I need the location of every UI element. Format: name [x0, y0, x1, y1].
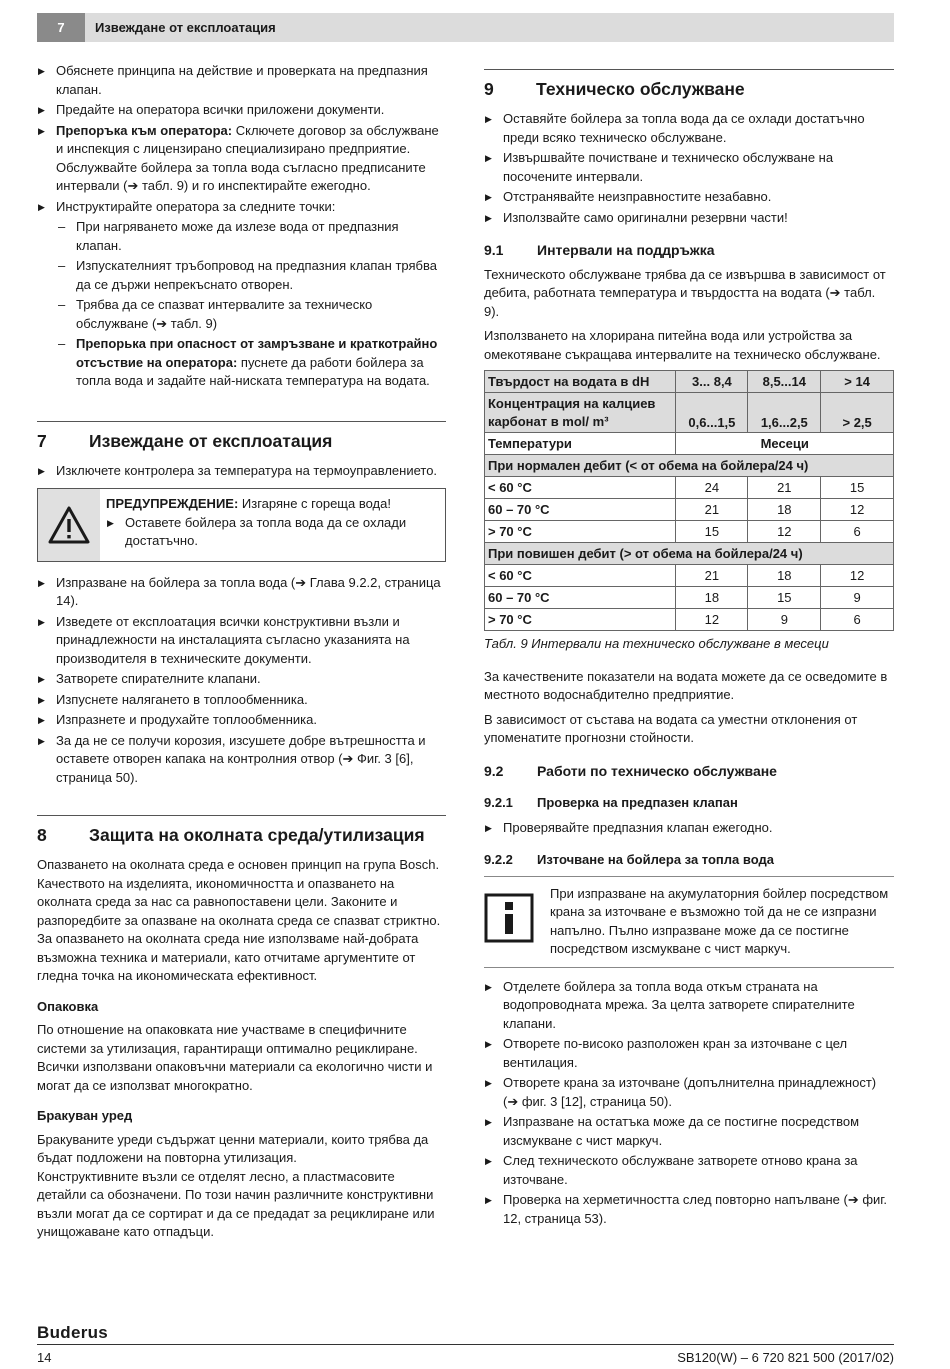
header-section-number: 7: [37, 13, 85, 42]
table-row: [485, 477, 894, 499]
table-cell: Месеци: [676, 433, 894, 455]
paragraph: Опазването на околната среда е основен принцип на група Bosch. Качеството на изделията, икономичността и опазването на околната среда за нас са равнопоставени цели. Законите и разпоредбите за опазване на околната среда се спазват стриктно.: [37, 857, 441, 928]
table-cell: При повишен дебит (> от обема на бойлера/24 ч): [485, 543, 894, 565]
table-cell: 12: [821, 565, 894, 587]
table-cell: 15: [821, 477, 894, 499]
left-column: [37, 62, 446, 1248]
table-cell: 3... 8,4: [676, 371, 748, 393]
list-item: ▶ Затворете спирателните клапани.: [37, 670, 446, 689]
dash-item: – Изпускателният тръбопровод на предпазния клапан трябва да се държи непрекъснато отворен.: [56, 257, 446, 294]
dash-item: – При нагряването може да излезе вода от предпазния клапан.: [56, 218, 446, 255]
buderus-logo: Buderus: [37, 1323, 109, 1342]
table-cell: > 14: [821, 371, 894, 393]
warning-label: ПРЕДУПРЕЖДЕНИЕ:: [106, 496, 239, 511]
dash-item: – Трябва да се спазват интервалите за техническо обслужване (➔ табл. 9): [56, 296, 446, 333]
list-item: ▶ Изпразване на остатъка може да се постигне посредством изсмукване с чист маркуч.: [484, 1113, 894, 1150]
section-title: Източване на бойлера за топла вода: [537, 852, 774, 867]
table-cell: 6: [821, 521, 894, 543]
section-9-2-heading: [484, 762, 894, 781]
list-item: ▶ Извършвайте почистване и техническо обслужване на посочените интервали.: [484, 149, 894, 186]
list-item: ▶ Изключете контролера за температура на термоуправлението.: [37, 462, 446, 481]
info-text: При изпразване на акумулаторния бойлер посредством крана за източване е възможно той да не се изпразни напълно. Пълно изпразване може да се постигне посредством изсмукване с чист маркуч.: [550, 885, 889, 956]
table-cell: 18: [748, 565, 821, 587]
paragraph: Конструктивните възли се отделят лесно, а пластмасовите детайли са обозначени. По този начин различните конструктивни възли могат да се сортират и да се предадат за рециклиране или унищожаване като отпадъци.: [37, 1168, 435, 1239]
warning-triangle-icon: [47, 505, 91, 545]
sec922-bullet-list: [484, 978, 894, 1229]
dash-item: [56, 335, 446, 391]
list-item: ▶ Оставяйте бойлера за топла вода да се охлади достатъчно преди всяко техническо обслужване.: [484, 110, 894, 147]
table-cell: 0,6...1,5: [676, 393, 748, 433]
recommendation-label: Препоръка към оператора:: [56, 122, 233, 138]
table-cell: 8,5...14: [748, 371, 821, 393]
section-title: Проверка на предпазен клапан: [537, 795, 738, 810]
info-icon-cell: [484, 885, 550, 959]
section-number: 9: [484, 79, 494, 99]
paragraph: Техническото обслужване трябва да се извършва в зависимост от дебита, работната температура и твърдостта на водата (➔ табл. 9).: [484, 266, 886, 319]
recommendation-text: Сключете договор за обслужване и инспекция с лицензирано специализирано предприятие. Обслужвайте бойлера за топла вода съгласно предписаните интервали (➔ табл. 9) и го инспектирайте ежегодно.: [56, 122, 439, 193]
section-title: Техническо обслужване: [536, 79, 745, 99]
list-item: ▶ Проверка на херметичността след повторно напълване (➔ фиг. 12, страница 53).: [484, 1191, 894, 1228]
table-cell: < 60 °C: [485, 477, 676, 499]
list-item: ▶ Проверявайте предпазния клапан ежегодно.: [484, 819, 894, 838]
section-header-bar: [37, 13, 894, 42]
table-cell: 21: [676, 565, 748, 587]
list-item: ▶ Обяснете принципа на действие и проверката на предпазния клапан.: [37, 62, 446, 99]
list-item: ▶ Изпразване на бойлера за топла вода (➔ Глава 9.2.2, страница 14).: [37, 574, 446, 611]
table-row: [485, 543, 894, 565]
table-cell: При нормален дебит (< от обема на бойлера/24 ч): [485, 455, 894, 477]
table-cell: 12: [821, 499, 894, 521]
table-caption: Табл. 9 Интервали на техническо обслужване в месеци: [484, 636, 829, 651]
sec921-bullet-list: [484, 819, 894, 838]
table-cell: 21: [748, 477, 821, 499]
info-box: [484, 876, 894, 968]
warning-icon-cell: [38, 489, 100, 561]
table-cell: > 2,5: [821, 393, 894, 433]
section-9-heading: [484, 69, 894, 100]
paragraph: За качествените показатели на водата можете да се осведомите в местното водоснабдително предприятие.: [484, 668, 888, 702]
table-row: [485, 609, 894, 631]
table-cell: 18: [748, 499, 821, 521]
sec7-bullet-list-a: [37, 462, 446, 481]
list-item: ▶ Изпразнете и продухайте топлообменника.: [37, 711, 446, 730]
section-number: 9.1: [484, 242, 504, 258]
list-item: ▶ За да не се получи корозия, изсушете добре вътрешността и оставете отворен капака на контролния отвор (➔ Фиг. 3 [6], страница 50).: [37, 732, 446, 788]
table-cell: 60 – 70 °C: [485, 499, 676, 521]
list-item: ▶ Отворете крана за източване (допълнителна принадлежност) (➔ фиг. 3 [12], страница 50).: [484, 1074, 894, 1111]
right-column: [484, 62, 894, 1230]
section-9-2-1-heading: [484, 794, 894, 813]
paragraph: Използването на хлорирана питейна вода или устройства за омекотяване съкращава интервалите на техническо обслужване.: [484, 328, 881, 362]
section-title: Интервали на поддръжка: [537, 242, 715, 258]
table-cell: > 70 °C: [485, 521, 676, 543]
list-item: [37, 122, 446, 196]
table-cell: 9: [821, 587, 894, 609]
section-title: Защита на околната среда/утилизация: [89, 825, 425, 845]
list-item: ▶ Отстранявайте неизправностите незабавно.: [484, 188, 894, 207]
table-row: [485, 433, 894, 455]
table-cell: 12: [676, 609, 748, 631]
table-cell: 60 – 70 °C: [485, 587, 676, 609]
sec7-bullet-list-b: [37, 574, 446, 788]
sec9-bullet-list: [484, 110, 894, 227]
paragraph: По отношение на опаковката ние участваме в специфичните системи за утилизация, гарантиращи оптимално рециклиране. Всички използвани опаковъчни материали са екологично чисти и могат да се използват многократно.: [37, 1022, 433, 1093]
page-number: 14: [37, 1350, 52, 1365]
list-item: ▶ Изпуснете налягането в топлообменника.: [37, 691, 446, 710]
table-row: [485, 393, 894, 433]
list-item: ▶ След техническото обслужване затворете отново крана за източване.: [484, 1152, 894, 1189]
disposal-heading: Бракуван уред: [37, 1108, 133, 1123]
table-cell: Температури: [485, 433, 676, 455]
table-row: [485, 499, 894, 521]
table-cell: 9: [748, 609, 821, 631]
table-cell: 15: [748, 587, 821, 609]
section-9-1-heading: [484, 241, 894, 260]
header-section-title: Извеждане от експлоатация: [95, 20, 276, 35]
table-cell: 15: [676, 521, 748, 543]
table-cell: Твърдост на водата в dH: [485, 371, 676, 393]
section-title: Извеждане от експлоатация: [89, 430, 333, 451]
frost-label: Препорька при опасност от замръзване и краткотрайно отсъствие на оператора:: [76, 336, 438, 370]
table-cell: 6: [821, 609, 894, 631]
table-cell: > 70 °C: [485, 609, 676, 631]
table-cell: 24: [676, 477, 748, 499]
table-row: [485, 521, 894, 543]
table-cell: 12: [748, 521, 821, 543]
document-id: SB120(W) – 6 720 821 500 (2017/02): [677, 1350, 894, 1365]
section-title: Работи по техническо обслужване: [537, 762, 777, 779]
section-number: 9.2.1: [484, 795, 513, 810]
footer-divider: [37, 1344, 894, 1345]
warning-box: [37, 488, 446, 562]
section-8-heading: [37, 815, 446, 846]
table-row: [485, 565, 894, 587]
section-number: 9.2: [484, 762, 504, 779]
section-7-heading: [37, 421, 446, 452]
list-item: ▶ Оставете бойлера за топла вода да се охлади достатъчно.: [106, 514, 437, 551]
table-row: [485, 587, 894, 609]
list-item: ▶ Отделете бойлера за топла вода откъм страната на водопроводната мрежа. За целта затворете спирателните клапани.: [484, 978, 894, 1034]
list-item: ▶ Изведете от експлоатация всички конструктивни възли и принадлежности на инсталацията съгласно указанията на производителя в техническите документи.: [37, 613, 446, 669]
table-row: [485, 455, 894, 477]
packaging-heading: Опаковка: [37, 998, 99, 1014]
list-item: ▶ Предайте на оператора всички приложени документи.: [37, 101, 446, 120]
paragraph: За опазването на околната среда ние използваме най-добрата възможна техника и материали, като отчитаме аргументите от гледна точка на икономическата ефективност.: [37, 931, 419, 983]
table-cell: < 60 °C: [485, 565, 676, 587]
table-cell: 21: [676, 499, 748, 521]
table-cell: 1,6...2,5: [748, 393, 821, 433]
list-item: ▶ Отворете по-високо разположен кран за източване с цел вентилация.: [484, 1035, 894, 1072]
frost-text: пуснете да работи бойлера за топла вода и задайте най-ниската температура на водата.: [76, 354, 430, 388]
section-number: 7: [37, 430, 47, 451]
paragraph: Бракуваните уреди съдържат ценни материали, които трябва да бъдат подложени на повторна утилизация.: [37, 1131, 429, 1165]
section-number: 8: [37, 825, 47, 845]
paragraph: В зависимост от състава на водата са уместни отклонения от упоменатите прогнозни стойности.: [484, 711, 858, 745]
maintenance-interval-table: [484, 370, 894, 631]
intro-bullet-list: [37, 62, 446, 391]
list-item: [37, 198, 446, 391]
section-9-2-2-heading: [484, 851, 894, 870]
info-icon: [484, 893, 534, 943]
warning-body: [100, 489, 445, 561]
section-number: 9.2.2: [484, 852, 513, 867]
warning-bullet-list: [106, 514, 437, 551]
instruct-label: Инструктирайте оператора за следните точки:: [56, 198, 336, 214]
table-cell: Концентрация на калциев карбонат в mol/ m³: [485, 393, 676, 433]
list-item: ▶ Използвайте само оригинални резервни части!: [484, 209, 894, 228]
instruction-dash-list: [56, 218, 446, 391]
warning-text: Изгаряне с гореща вода!: [238, 496, 391, 511]
table-cell: 18: [676, 587, 748, 609]
table-row: [485, 371, 894, 393]
